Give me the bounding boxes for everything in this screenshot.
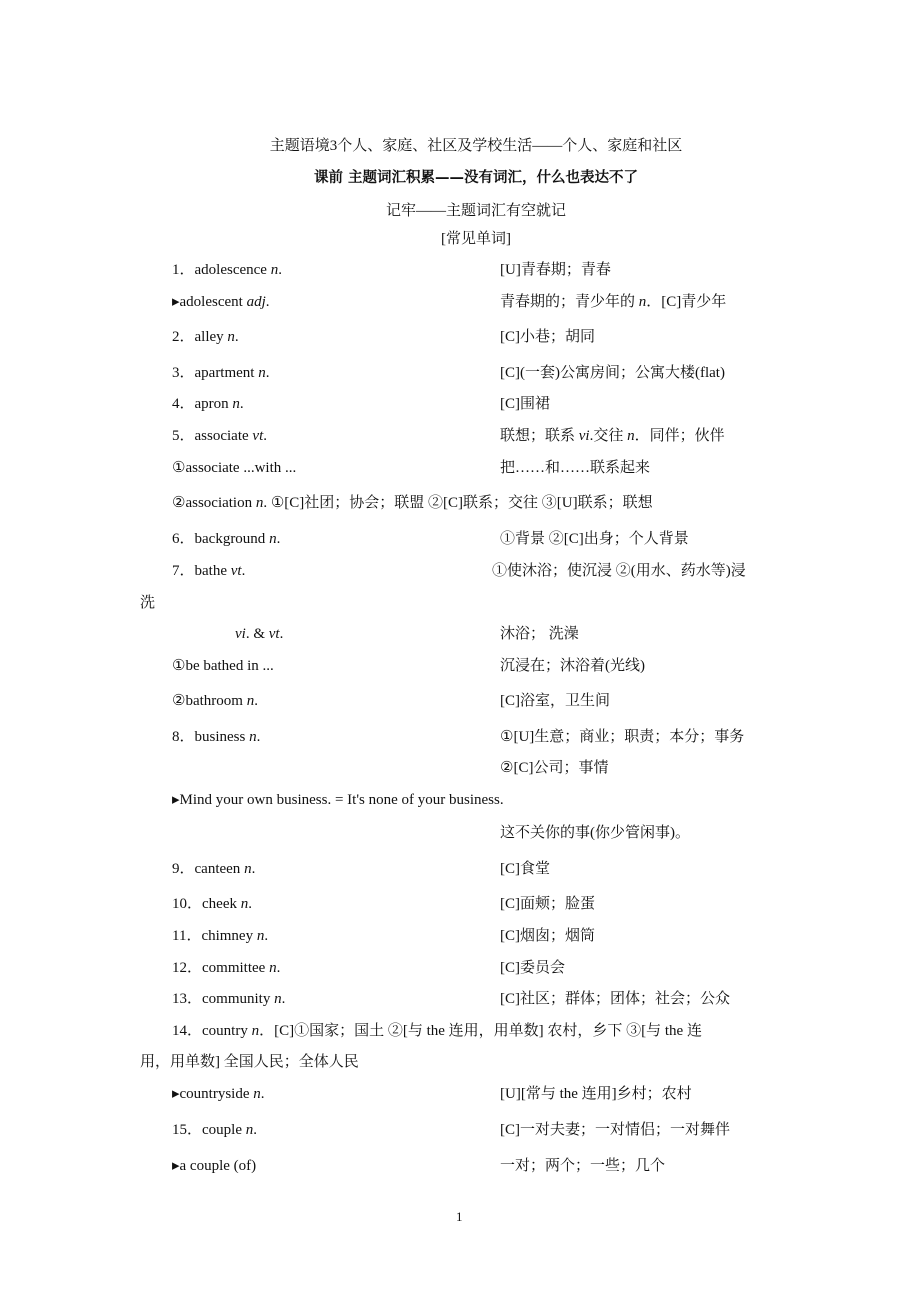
vocab-term <box>140 593 155 613</box>
text-segment: . <box>254 693 258 709</box>
part-of-speech: n <box>245 1122 254 1138</box>
text-segment: 用，用单数] 全国人民；全体人民 <box>140 1054 359 1070</box>
text-segment: 1．adolescence <box>172 262 271 278</box>
text-segment: . <box>251 861 256 877</box>
vocab-definition <box>500 363 725 383</box>
vocab-term <box>172 260 282 280</box>
part-of-speech: n <box>232 396 240 412</box>
text-segment: . ①[C]社团；协会；联盟 ②[C]联系；交往 ③[U]联系；联想 <box>263 495 653 511</box>
vocab-term <box>172 894 252 914</box>
part-of-speech: n <box>269 531 277 547</box>
vocab-term <box>172 989 285 1009</box>
part-of-speech: n <box>269 960 277 976</box>
text-segment: ．同伴；伙伴 <box>634 428 725 444</box>
vocab-definition <box>500 624 579 644</box>
vocab-term <box>172 458 296 478</box>
vocab-term <box>172 691 258 711</box>
text-segment: [C]社区；群体；团体；社会；公众 <box>500 991 730 1007</box>
vocab-definition <box>500 1084 692 1104</box>
text-segment: [C]烟囱；烟筒 <box>500 928 595 944</box>
text-segment: 10．cheek <box>172 896 241 912</box>
vocab-term <box>172 561 245 581</box>
part-of-speech: n <box>255 495 264 511</box>
text-segment: [C]面颊；脸蛋 <box>500 896 595 912</box>
document-title: 主题语境3个人、家庭、社区及学校生活——个人、家庭和社区 <box>269 138 683 154</box>
text-segment: 9．canteen <box>172 861 245 877</box>
text-segment: . <box>239 396 244 412</box>
vocab-definition <box>500 926 595 946</box>
vocab-term <box>140 1052 359 1072</box>
text-segment: ②bathroom <box>172 693 247 709</box>
part-of-speech: n <box>246 693 255 709</box>
text-segment: ▸adolescent <box>172 294 247 310</box>
text-segment: ▸a couple (of) <box>172 1158 257 1174</box>
text-segment: [U]青春期；青春 <box>500 262 611 278</box>
text-segment: . <box>281 991 286 1007</box>
vocab-definition <box>500 894 595 914</box>
text-segment: . <box>234 329 239 345</box>
text-segment: 13．community <box>172 991 275 1007</box>
vocab-term <box>172 493 653 513</box>
text-segment: ▸countryside <box>172 1086 254 1102</box>
text-segment: ②association <box>172 495 256 511</box>
part-of-speech: n <box>256 928 265 944</box>
text-segment: [C]小巷；胡同 <box>500 329 595 345</box>
vocab-term <box>172 529 280 549</box>
text-segment: ．[C]①国家；国土 ②[与 the 连用，用单数] 农村，乡下 ③[与 the 连 <box>259 1023 702 1039</box>
part-of-speech: n <box>638 294 647 310</box>
text-segment: 5．associate <box>172 428 253 444</box>
text-segment: . <box>276 531 281 547</box>
vocab-definition <box>500 260 611 280</box>
vocab-definition <box>500 426 725 446</box>
part-of-speech: vt <box>252 428 264 444</box>
vocab-definition <box>500 691 610 711</box>
vocab-definition <box>500 989 730 1009</box>
vocab-definition <box>500 327 595 347</box>
text-segment: [C]委员会 <box>500 960 565 976</box>
part-of-speech: n <box>251 1023 260 1039</box>
part-of-speech: vt <box>268 626 280 642</box>
text-segment: .交往 <box>589 428 628 444</box>
text-segment: ①使沐浴；使沉浸 ②(用水、药水等)浸 <box>492 563 746 579</box>
text-segment: 沉浸在；沐浴着(光线) <box>500 658 645 674</box>
vocab-definition <box>492 561 746 581</box>
text-segment: 2．alley <box>172 329 228 345</box>
part-of-speech: vi <box>578 428 590 444</box>
text-segment: ▸Mind your own business. = It's none of your business. <box>172 792 504 808</box>
text-segment: 7．bathe <box>172 563 231 579</box>
text-segment: ①associate ...with ... <box>172 460 297 476</box>
text-segment: . <box>248 896 252 912</box>
vocab-term <box>172 727 260 747</box>
text-segment: [C](一套)公寓房间；公寓大楼(flat) <box>500 365 725 381</box>
vocab-term <box>172 790 504 810</box>
part-of-speech: vi <box>235 626 246 642</box>
text-segment: ．[C]青少年 <box>646 294 727 310</box>
part-of-speech: n <box>249 729 257 745</box>
vocab-definition <box>500 394 550 414</box>
part-of-speech: vt <box>230 563 242 579</box>
text-segment: [C]围裙 <box>500 396 550 412</box>
text-segment: . <box>260 1086 265 1102</box>
vocab-definition <box>500 1120 730 1140</box>
text-segment: . <box>264 928 269 944</box>
part-of-speech: n <box>274 991 282 1007</box>
text-segment: ①背景 ②[C]出身；个人背景 <box>500 531 689 547</box>
section-heading: 记牢——主题词汇有空就记 <box>385 203 566 219</box>
vocab-term <box>172 926 268 946</box>
text-segment: 一对；两个；一些；几个 <box>500 1158 666 1174</box>
vocab-definition <box>500 656 645 676</box>
text-segment: 这不关你的事(你少管闲事)。 <box>500 825 690 841</box>
part-of-speech: n <box>253 1086 261 1102</box>
text-segment: ①[U]生意；商业；职责；本分；事务 <box>500 729 745 745</box>
vocab-term <box>172 1156 256 1176</box>
vocab-term <box>172 426 267 446</box>
text-segment: . <box>279 626 284 642</box>
vocab-definition <box>500 1156 665 1176</box>
text-segment: 12．committee <box>172 960 270 976</box>
text-segment: 3．apartment <box>172 365 259 381</box>
text-segment: ①be bathed in ... <box>172 658 274 674</box>
vocab-term <box>172 1021 702 1041</box>
part-of-speech: n <box>240 896 249 912</box>
text-segment: . <box>276 960 281 976</box>
text-segment: [C]一对夫妻；一对情侣；一对舞伴 <box>500 1122 730 1138</box>
text-segment: . <box>278 262 282 278</box>
text-segment: ②[C]公司；事情 <box>500 760 609 776</box>
text-segment: [C]浴室，卫生间 <box>500 693 610 709</box>
vocab-definition <box>500 823 690 843</box>
text-segment: 联想；联系 <box>500 428 579 444</box>
text-segment: 15．couple <box>172 1122 246 1138</box>
text-segment: 8．business <box>172 729 250 745</box>
text-segment: 14．country <box>172 1023 252 1039</box>
text-segment: . <box>263 428 267 444</box>
lesson-subtitle: 课前 主题词汇积累——没有词汇，什么也表达不了 <box>313 170 639 186</box>
text-segment: . & <box>245 626 269 642</box>
part-of-speech: n <box>244 861 252 877</box>
part-of-speech: n <box>227 329 235 345</box>
vocab-term <box>172 327 239 347</box>
category-heading: [常见单词] <box>441 231 511 247</box>
part-of-speech: n <box>627 428 635 444</box>
vocab-term <box>172 958 280 978</box>
vocab-term <box>172 363 269 383</box>
text-segment: 洗 <box>140 595 156 611</box>
vocab-definition <box>500 458 650 478</box>
part-of-speech: n <box>270 262 279 278</box>
vocab-definition <box>500 859 550 879</box>
vocab-term <box>172 292 270 312</box>
page-number: 1 <box>456 1209 463 1224</box>
text-segment: 把……和……联系起来 <box>500 460 651 476</box>
text-segment: 6．background <box>172 531 270 547</box>
vocab-definition <box>500 958 565 978</box>
text-segment: . <box>241 563 246 579</box>
vocab-term <box>172 394 244 414</box>
vocab-definition <box>500 529 689 549</box>
part-of-speech: adj <box>246 294 266 310</box>
text-segment: . <box>253 1122 257 1138</box>
text-segment: . <box>265 294 270 310</box>
vocab-definition <box>500 727 744 747</box>
text-segment: . <box>256 729 261 745</box>
text-segment: . <box>265 365 270 381</box>
text-segment: 沐浴； 洗澡 <box>500 626 579 642</box>
text-segment: [C]食堂 <box>500 861 550 877</box>
text-segment: [U][常与 the 连用]乡村；农村 <box>500 1086 692 1102</box>
vocab-term <box>172 1120 257 1140</box>
text-segment: 4．apron <box>172 396 233 412</box>
vocab-definition <box>500 758 608 778</box>
text-segment: 青春期的；青少年的 <box>500 294 639 310</box>
text-segment: 11．chimney <box>172 928 257 944</box>
vocab-term <box>172 656 274 676</box>
vocab-term <box>172 1084 265 1104</box>
vocab-term <box>172 859 255 879</box>
vocab-definition <box>500 292 726 312</box>
part-of-speech: n <box>258 365 266 381</box>
vocab-term <box>235 624 283 644</box>
